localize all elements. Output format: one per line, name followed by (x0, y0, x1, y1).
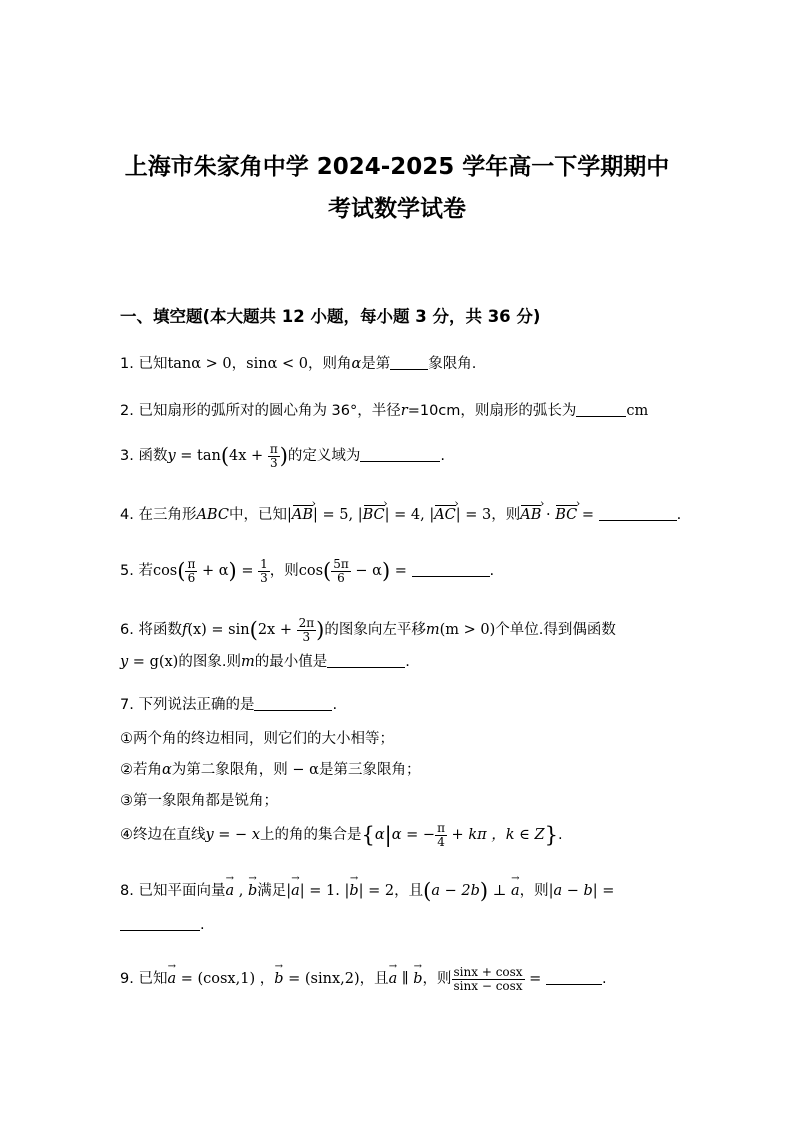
question-4: 4. 在三角形ABC中，已知|AB ›| = 5, |BC ›| = 4, |AC ›| = 3，则AB › · BC › = . (120, 503, 681, 524)
question-1: 1. 已知tanα > 0，sinα < 0，则角α是第 象限角. (120, 356, 477, 372)
question-5: 5. 若cos( $\frac{\pi}{6}$ + α) = $\frac{1}{3}$ ，则cos( $\frac{5\pi}{6}$ − α) = . (120, 557, 495, 585)
fraction: $\frac{\sin x + \cos x}{\sin x - \cos x}$ (453, 965, 523, 993)
question-8: 8. 已知平面向量→ a , → b满足|→ a| = 1. |→ b| = 2，且(a − 2b) ⊥ → a，则|a − b| = (120, 879, 614, 903)
option-3: ③第一象限角都是锐角； (120, 793, 278, 809)
fraction: $\frac{1}{3}$ (260, 557, 268, 585)
question-number: 7. (120, 697, 134, 713)
section-heading-fill-in: 一、填空题(本大题共 12 小题，每小题 3 分，共 36 分) (120, 307, 541, 326)
fraction: $\frac{2\pi}{3}$ (298, 616, 315, 644)
fraction: $\frac{5\pi}{6}$ (333, 557, 349, 585)
question-number: 2. (120, 403, 134, 419)
answer-blank[interactable] (327, 653, 405, 668)
fraction: $\frac{\pi}{6}$ (187, 557, 196, 585)
answer-blank[interactable] (360, 447, 440, 462)
question-number: 9. (120, 971, 134, 988)
question-6: 6. 将函数f(x) = sin(2x + $\frac{2\pi}{3}$ )的图象向左平移m(m > 0)个单位.得到偶函数 (120, 616, 616, 644)
question-number: 4. (120, 507, 134, 523)
question-3: 3. 函数y = tan(4x + $\frac{\pi}{3}$ )的定义域为 . (120, 442, 446, 470)
question-2: 2. 已知扇形的弧所对的圆心角为 36°，半径r=10cm，则扇形的弧长为 cm (120, 403, 649, 419)
answer-blank[interactable] (120, 916, 200, 931)
answer-blank[interactable] (576, 402, 626, 417)
question-8-line-2: . (120, 916, 205, 933)
answer-blank[interactable] (546, 970, 602, 985)
answer-blank[interactable] (599, 506, 677, 521)
question-number: 5. (120, 563, 134, 580)
answer-blank[interactable] (412, 562, 490, 577)
question-7: 7. 下列说法正确的是 . (120, 697, 338, 713)
exam-title-line-1: 上海市朱家角中学 2024-2025 学年高一下学期期中 (124, 154, 670, 180)
fraction: $\frac{\pi}{3}$ (269, 442, 278, 470)
question-number: 6. (120, 622, 134, 639)
answer-blank[interactable] (390, 355, 428, 370)
fraction: $\frac{\pi}{4}$ (437, 821, 445, 849)
question-6-line-2: y = g(x)的图象.则m的最小值是 . (120, 654, 410, 670)
question-number: 3. (120, 448, 134, 465)
question-number: 8. (120, 883, 134, 899)
question-9: 9. 已知→ a = (cosx,1) ，→ b = (sinx,2)，且→ a ∥ → b，则 $\frac{\sin x + \cos x}{\sin x - \cos x}$ = . (120, 966, 607, 992)
question-number: 1. (120, 356, 134, 372)
option-4: ④终边在直线y = − x上的角的集合是{α|α = − $\frac{\pi}{4}$ + kπ ，k ∈ Z}. (120, 821, 563, 849)
exam-title-line-2: 考试数学试卷 (328, 196, 466, 222)
answer-blank[interactable] (254, 696, 332, 711)
option-1: ①两个角的终边相同，则它们的大小相等； (120, 731, 394, 747)
option-2: ②若角α为第二象限角，则 − α是第三象限角； (120, 762, 421, 778)
